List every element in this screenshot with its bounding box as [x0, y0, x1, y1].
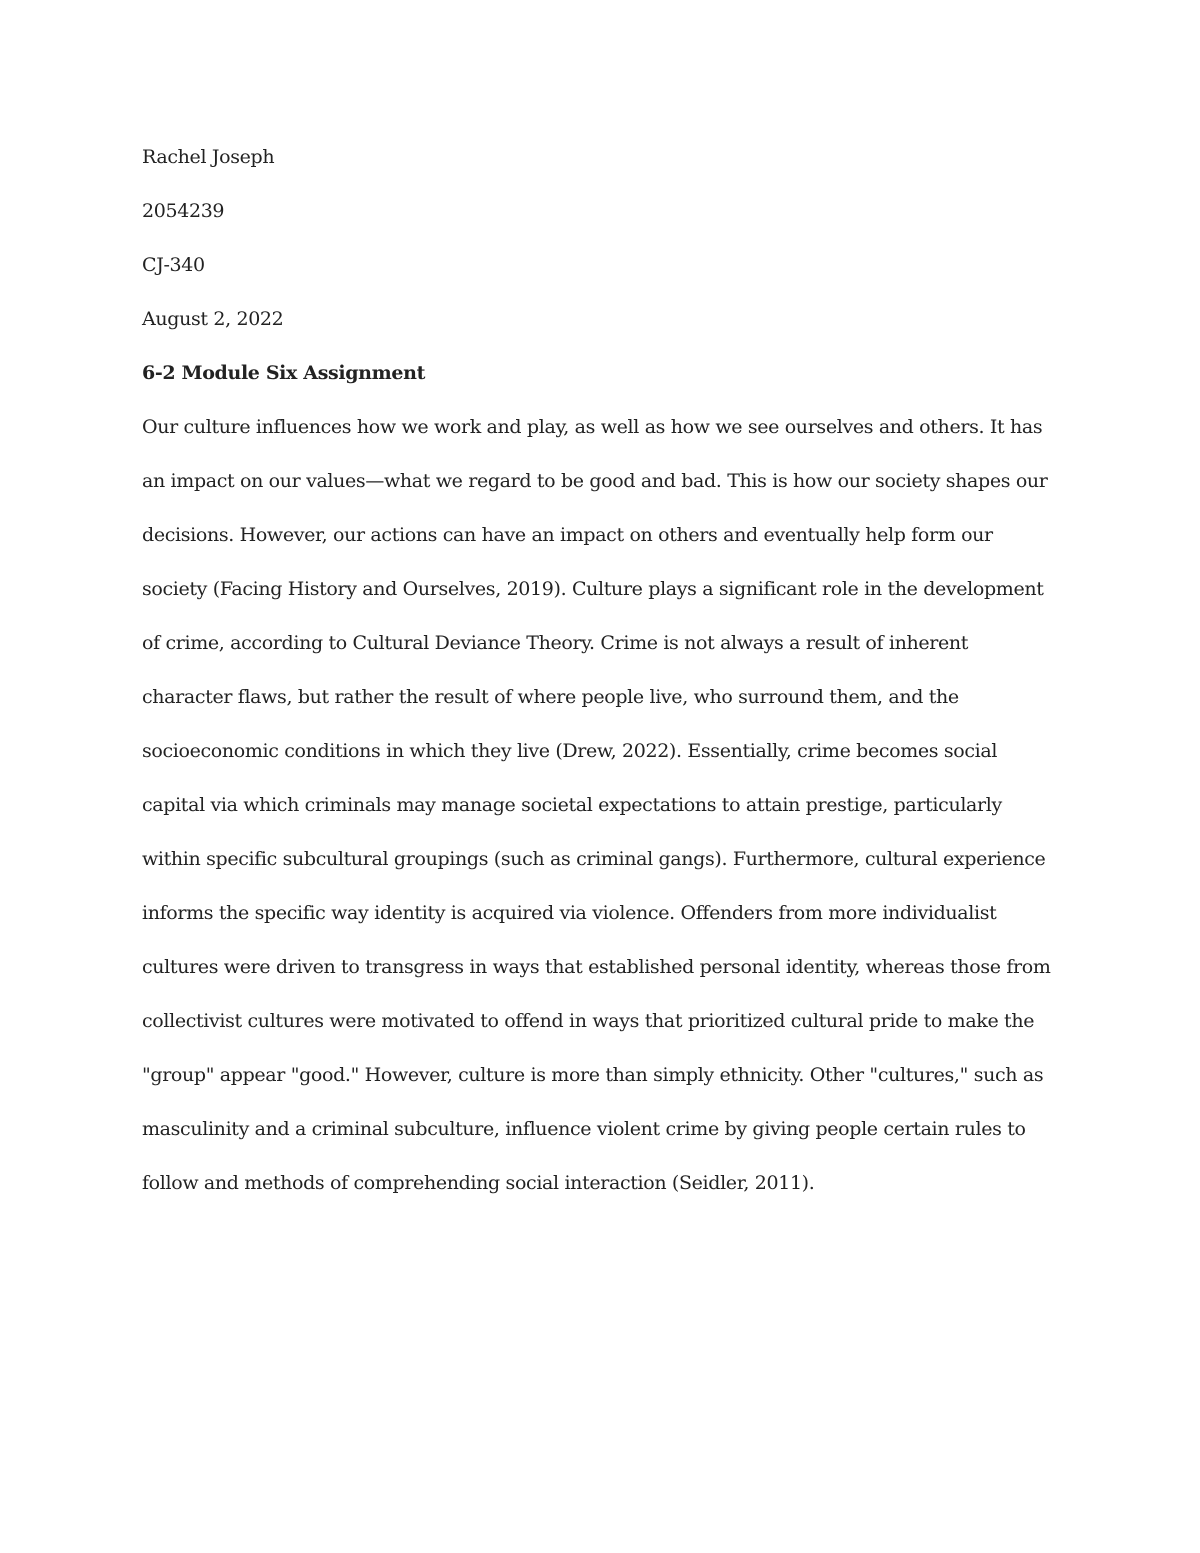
body-paragraph — [142, 400, 1062, 1210]
document-content — [142, 130, 1062, 1210]
paragraph-line: socioeconomic conditions in which they live (Drew, 2022). Essentially, crime becomes social — [142, 740, 998, 762]
paragraph-line: character flaws, but rather the result of where people live, who surround them, and the — [142, 686, 959, 708]
student-id: 2054239 — [142, 200, 225, 222]
document-date: August 2, 2022 — [142, 308, 284, 330]
paragraph-line: cultures were driven to transgress in ways that established personal identity, whereas those from — [142, 956, 1051, 978]
author-name: Rachel Joseph — [142, 146, 275, 168]
paragraph-line: informs the specific way identity is acquired via violence. Offenders from more individualist — [142, 902, 997, 924]
paragraph-line: capital via which criminals may manage societal expectations to attain prestige, particularly — [142, 794, 1002, 816]
paragraph-line: within specific subcultural groupings (such as criminal gangs). Furthermore, cultural experience — [142, 848, 1046, 870]
paragraph-line: Our culture influences how we work and play, as well as how we see ourselves and others. It has — [142, 416, 1043, 438]
paragraph-line: of crime, according to Cultural Deviance Theory. Crime is not always a result of inherent — [142, 632, 969, 654]
course-code: CJ-340 — [142, 254, 205, 276]
paragraph-line: "group" appear "good." However, culture is more than simply ethnicity. Other "cultures," such as — [142, 1064, 1044, 1086]
paragraph-line: decisions. However, our actions can have an impact on others and eventually help form our — [142, 524, 993, 546]
paragraph-line: society (Facing History and Ourselves, 2019). Culture plays a significant role in the development — [142, 578, 1044, 600]
paragraph-line: follow and methods of comprehending social interaction (Seidler, 2011). — [142, 1172, 815, 1194]
paragraph-line: an impact on our values—what we regard to be good and bad. This is how our society shapes our — [142, 470, 1048, 492]
paragraph-line: collectivist cultures were motivated to offend in ways that prioritized cultural pride to make the — [142, 1010, 1035, 1032]
document-title: 6-2 Module Six Assignment — [142, 362, 426, 384]
paragraph-line: masculinity and a criminal subculture, influence violent crime by giving people certain rules to — [142, 1118, 1026, 1140]
